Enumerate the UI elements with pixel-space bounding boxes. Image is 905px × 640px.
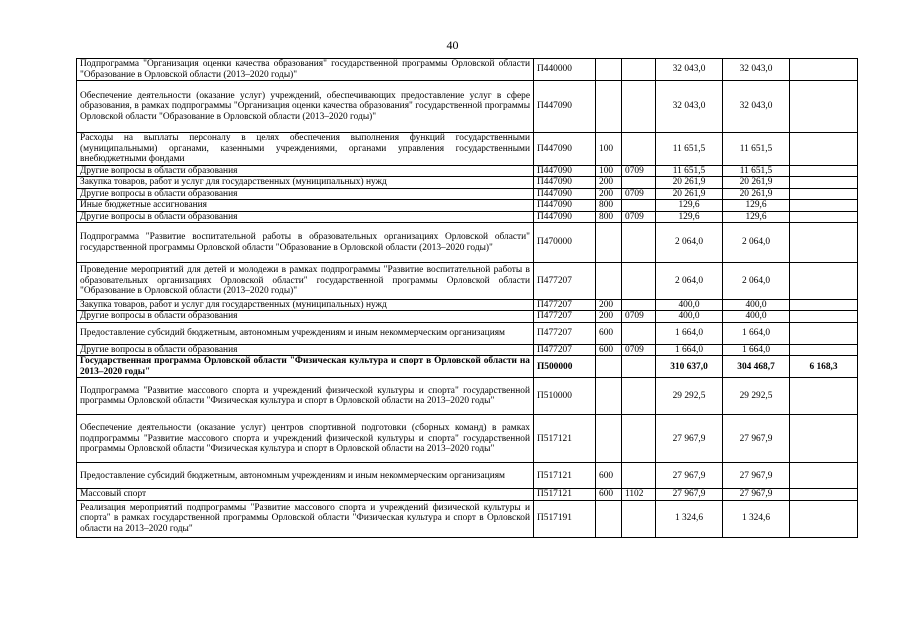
cell-expense-type bbox=[596, 356, 622, 378]
cell-amount-regional: 32 043,0 bbox=[723, 59, 790, 81]
cell-amount-federal bbox=[790, 223, 858, 263]
cell-amount-federal bbox=[790, 378, 858, 415]
table-row bbox=[77, 59, 858, 81]
cell-subsection bbox=[622, 300, 656, 311]
cell-amount-total: 2 064,0 bbox=[656, 223, 723, 263]
cell-name: Расходы на выплаты персоналу в целях обеспечения выполнения функций государственными (муниципальными) органами, казенными учреждениями, органами управления государственными внебюджетными фондами bbox=[77, 133, 534, 166]
cell-target-code: П440000 bbox=[534, 59, 596, 81]
table-body bbox=[77, 59, 858, 538]
table-row bbox=[77, 223, 858, 263]
cell-amount-total: 27 967,9 bbox=[656, 415, 723, 463]
cell-expense-type: 100 bbox=[596, 133, 622, 166]
cell-amount-total: 1 324,6 bbox=[656, 500, 723, 537]
cell-amount-total: 400,0 bbox=[656, 311, 723, 322]
table-row bbox=[77, 166, 858, 177]
table-row bbox=[77, 300, 858, 311]
cell-name: Проведение мероприятий для детей и молодежи в рамках подпрограммы "Развитие воспитательной работы в образовательных организациях Орловской области" государственной программы Орловской области "Образование в Орловской области (2013–2020 годы)" bbox=[77, 263, 534, 300]
cell-expense-type: 100 bbox=[596, 166, 622, 177]
cell-subsection bbox=[622, 500, 656, 537]
cell-amount-total: 310 637,0 bbox=[656, 356, 723, 378]
cell-subsection bbox=[622, 200, 656, 211]
cell-amount-total: 1 664,0 bbox=[656, 344, 723, 355]
cell-target-code: П477207 bbox=[534, 322, 596, 344]
cell-amount-regional: 1 664,0 bbox=[723, 344, 790, 355]
cell-subsection: 0709 bbox=[622, 344, 656, 355]
cell-amount-federal: 6 168,3 bbox=[790, 356, 858, 378]
cell-expense-type bbox=[596, 263, 622, 300]
cell-amount-total: 11 651,5 bbox=[656, 133, 723, 166]
cell-name: Реализация мероприятий подпрограммы "Развитие массового спорта и учреждений физической культуры и спорта" в рамках государственной программы Орловской области "Физическая культура и спорт в Орловской области на 2013–2020 годы" bbox=[77, 500, 534, 537]
cell-subsection bbox=[622, 415, 656, 463]
cell-amount-total: 20 261,9 bbox=[656, 177, 723, 188]
cell-expense-type: 600 bbox=[596, 322, 622, 344]
cell-amount-federal bbox=[790, 344, 858, 355]
page-number: 40 bbox=[446, 38, 459, 52]
cell-amount-total: 27 967,9 bbox=[656, 463, 723, 489]
cell-expense-type bbox=[596, 81, 622, 133]
cell-amount-federal bbox=[790, 311, 858, 322]
cell-amount-regional: 2 064,0 bbox=[723, 263, 790, 300]
budget-table bbox=[76, 58, 858, 538]
table-row bbox=[77, 311, 858, 322]
cell-amount-federal bbox=[790, 166, 858, 177]
cell-expense-type: 200 bbox=[596, 300, 622, 311]
cell-target-code: П477207 bbox=[534, 344, 596, 355]
cell-expense-type bbox=[596, 378, 622, 415]
table-row bbox=[77, 500, 858, 537]
cell-amount-federal bbox=[790, 133, 858, 166]
table-row bbox=[77, 200, 858, 211]
table-row bbox=[77, 211, 858, 222]
cell-amount-federal bbox=[790, 200, 858, 211]
cell-subsection: 0709 bbox=[622, 166, 656, 177]
cell-amount-federal bbox=[790, 188, 858, 199]
cell-target-code: П517191 bbox=[534, 500, 596, 537]
cell-subsection bbox=[622, 322, 656, 344]
cell-name: Подпрограмма "Развитие воспитательной работы в образовательных организациях Орловской области" государственной программы Орловской области "Образование в Орловской области (2013–2020 годы)" bbox=[77, 223, 534, 263]
cell-amount-regional: 129,6 bbox=[723, 200, 790, 211]
cell-amount-total: 129,6 bbox=[656, 200, 723, 211]
cell-amount-federal bbox=[790, 463, 858, 489]
cell-subsection bbox=[622, 133, 656, 166]
cell-expense-type bbox=[596, 415, 622, 463]
cell-name: Другие вопросы в области образования bbox=[77, 211, 534, 222]
cell-amount-total: 20 261,9 bbox=[656, 188, 723, 199]
cell-amount-federal bbox=[790, 81, 858, 133]
cell-amount-federal bbox=[790, 177, 858, 188]
cell-target-code: П477207 bbox=[534, 300, 596, 311]
table-row bbox=[77, 344, 858, 355]
cell-subsection: 1102 bbox=[622, 489, 656, 500]
cell-amount-total: 32 043,0 bbox=[656, 59, 723, 81]
cell-subsection bbox=[622, 59, 656, 81]
cell-amount-regional: 1 324,6 bbox=[723, 500, 790, 537]
cell-target-code: П517121 bbox=[534, 463, 596, 489]
cell-amount-total: 1 664,0 bbox=[656, 322, 723, 344]
cell-expense-type: 600 bbox=[596, 344, 622, 355]
cell-expense-type: 800 bbox=[596, 200, 622, 211]
cell-expense-type bbox=[596, 223, 622, 263]
cell-name: Массовый спорт bbox=[77, 489, 534, 500]
cell-amount-federal bbox=[790, 263, 858, 300]
cell-amount-regional: 29 292,5 bbox=[723, 378, 790, 415]
cell-expense-type: 600 bbox=[596, 489, 622, 500]
cell-amount-federal bbox=[790, 489, 858, 500]
cell-amount-federal bbox=[790, 415, 858, 463]
cell-expense-type bbox=[596, 59, 622, 81]
cell-target-code: П447090 bbox=[534, 177, 596, 188]
cell-amount-federal bbox=[790, 211, 858, 222]
cell-amount-total: 27 967,9 bbox=[656, 489, 723, 500]
cell-subsection: 0709 bbox=[622, 311, 656, 322]
cell-target-code: П517121 bbox=[534, 489, 596, 500]
cell-name: Другие вопросы в области образования bbox=[77, 311, 534, 322]
cell-amount-total: 2 064,0 bbox=[656, 263, 723, 300]
cell-expense-type: 600 bbox=[596, 463, 622, 489]
cell-amount-federal bbox=[790, 322, 858, 344]
cell-target-code: П477207 bbox=[534, 263, 596, 300]
table-row bbox=[77, 322, 858, 344]
cell-target-code: П510000 bbox=[534, 378, 596, 415]
cell-name: Предоставление субсидий бюджетным, автономным учреждениям и иным некоммерческим организациям bbox=[77, 322, 534, 344]
cell-subsection bbox=[622, 378, 656, 415]
cell-amount-total: 11 651,5 bbox=[656, 166, 723, 177]
table-row bbox=[77, 188, 858, 199]
cell-subsection: 0709 bbox=[622, 188, 656, 199]
cell-target-code: П447090 bbox=[534, 188, 596, 199]
table-row bbox=[77, 263, 858, 300]
cell-amount-regional: 27 967,9 bbox=[723, 415, 790, 463]
cell-expense-type: 800 bbox=[596, 211, 622, 222]
table-row bbox=[77, 81, 858, 133]
table-row bbox=[77, 415, 858, 463]
cell-target-code: П500000 bbox=[534, 356, 596, 378]
table-row bbox=[77, 133, 858, 166]
cell-amount-regional: 20 261,9 bbox=[723, 177, 790, 188]
cell-name: Закупка товаров, работ и услуг для государственных (муниципальных) нужд bbox=[77, 300, 534, 311]
cell-target-code: П517121 bbox=[534, 415, 596, 463]
table-row bbox=[77, 463, 858, 489]
cell-target-code: П447090 bbox=[534, 211, 596, 222]
cell-amount-total: 29 292,5 bbox=[656, 378, 723, 415]
cell-amount-regional: 27 967,9 bbox=[723, 463, 790, 489]
cell-amount-regional: 32 043,0 bbox=[723, 81, 790, 133]
cell-name: Другие вопросы в области образования bbox=[77, 166, 534, 177]
cell-amount-federal bbox=[790, 500, 858, 537]
cell-subsection bbox=[622, 263, 656, 300]
cell-expense-type: 200 bbox=[596, 311, 622, 322]
cell-name: Подпрограмма "Организация оценки качества образования" государственной программы Орловской области "Образование в Орловской области (2013–2020 годы)" bbox=[77, 59, 534, 81]
cell-name: Закупка товаров, работ и услуг для государственных (муниципальных) нужд bbox=[77, 177, 534, 188]
cell-expense-type: 200 bbox=[596, 188, 622, 199]
cell-amount-regional: 1 664,0 bbox=[723, 322, 790, 344]
cell-name: Государственная программа Орловской области "Физическая культура и спорт в Орловской области на 2013–2020 годы" bbox=[77, 356, 534, 378]
cell-name: Предоставление субсидий бюджетным, автономным учреждениям и иным некоммерческим организациям bbox=[77, 463, 534, 489]
cell-amount-regional: 11 651,5 bbox=[723, 133, 790, 166]
table-row bbox=[77, 378, 858, 415]
cell-expense-type bbox=[596, 500, 622, 537]
cell-amount-regional: 11 651,5 bbox=[723, 166, 790, 177]
cell-subsection bbox=[622, 356, 656, 378]
cell-amount-regional: 2 064,0 bbox=[723, 223, 790, 263]
cell-subsection bbox=[622, 463, 656, 489]
cell-amount-regional: 400,0 bbox=[723, 300, 790, 311]
cell-name: Иные бюджетные ассигнования bbox=[77, 200, 534, 211]
cell-amount-regional: 304 468,7 bbox=[723, 356, 790, 378]
cell-subsection bbox=[622, 177, 656, 188]
cell-amount-regional: 400,0 bbox=[723, 311, 790, 322]
cell-target-code: П447090 bbox=[534, 200, 596, 211]
cell-subsection bbox=[622, 81, 656, 133]
cell-target-code: П447090 bbox=[534, 166, 596, 177]
cell-name: Обеспечение деятельности (оказание услуг) центров спортивной подготовки (сборных команд) в рамках подпрограммы "Развитие массового спорта и учреждений физической культуры и спорта" государственной программы Орловской области "Физическая культура и спорт в Орловской области на 2013–2020 годы" bbox=[77, 415, 534, 463]
cell-target-code: П477207 bbox=[534, 311, 596, 322]
cell-amount-total: 32 043,0 bbox=[656, 81, 723, 133]
cell-subsection bbox=[622, 223, 656, 263]
cell-amount-federal bbox=[790, 59, 858, 81]
cell-name: Другие вопросы в области образования bbox=[77, 188, 534, 199]
cell-subsection: 0709 bbox=[622, 211, 656, 222]
table-row bbox=[77, 356, 858, 378]
cell-name: Обеспечение деятельности (оказание услуг) учреждений, обеспечивающих предоставление услуг в сфере образования, в рамках подпрограммы "Организация оценки качества образования" государственной программы Орловской области "Образование в Орловской области (2013–2020 годы)" bbox=[77, 81, 534, 133]
cell-expense-type: 200 bbox=[596, 177, 622, 188]
cell-amount-total: 129,6 bbox=[656, 211, 723, 222]
cell-target-code: П447090 bbox=[534, 81, 596, 133]
cell-target-code: П447090 bbox=[534, 133, 596, 166]
cell-target-code: П470000 bbox=[534, 223, 596, 263]
cell-name: Подпрограмма "Развитие массового спорта и учреждений физической культуры и спорта" государственной программы Орловской области "Физическая культура и спорт в Орловской области на 2013–2020 годы" bbox=[77, 378, 534, 415]
cell-amount-regional: 27 967,9 bbox=[723, 489, 790, 500]
cell-name: Другие вопросы в области образования bbox=[77, 344, 534, 355]
cell-amount-regional: 20 261,9 bbox=[723, 188, 790, 199]
cell-amount-regional: 129,6 bbox=[723, 211, 790, 222]
table-row bbox=[77, 177, 858, 188]
cell-amount-total: 400,0 bbox=[656, 300, 723, 311]
table-row bbox=[77, 489, 858, 500]
cell-amount-federal bbox=[790, 300, 858, 311]
